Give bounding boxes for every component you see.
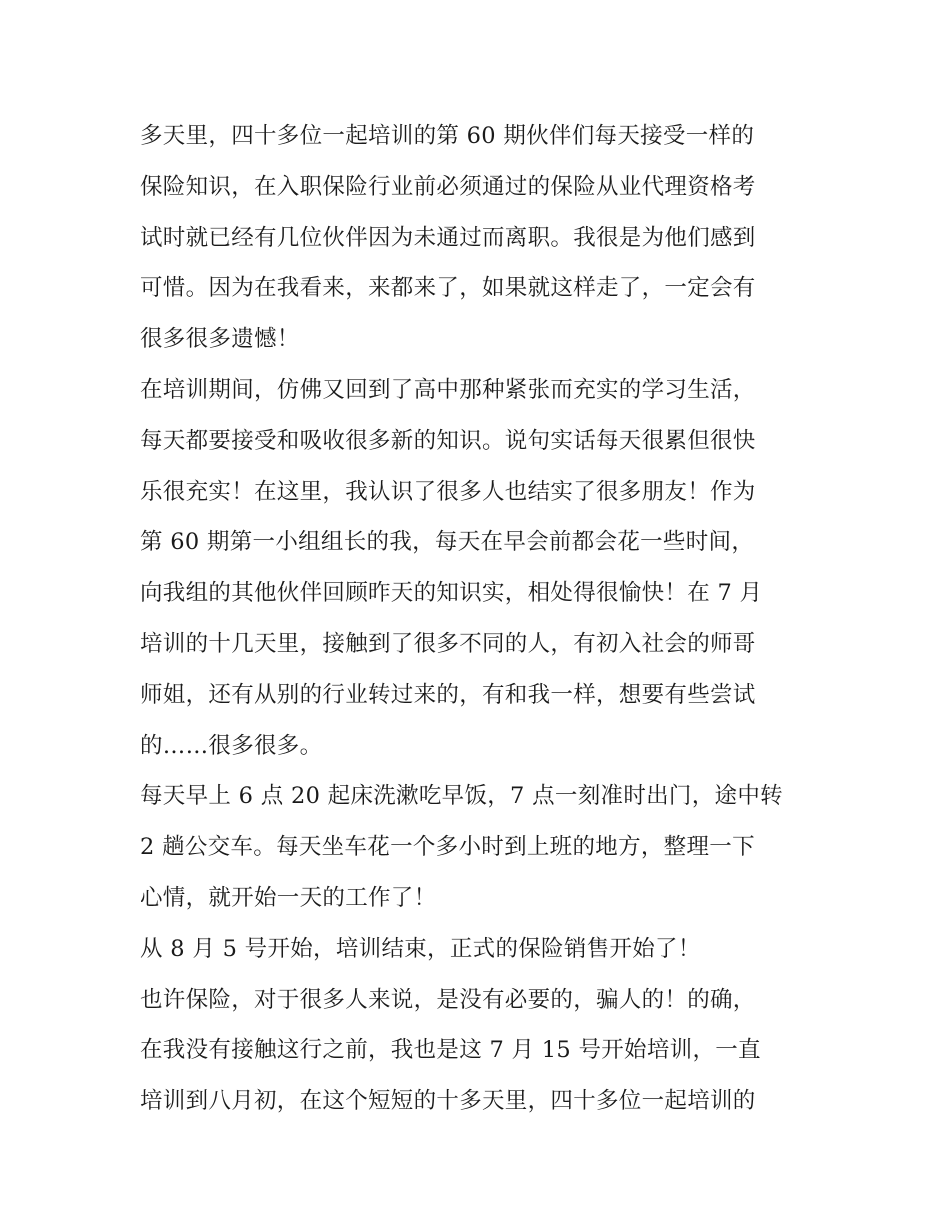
text-line: 乐很充实！在这里，我认识了很多人也结实了很多朋友！作为 bbox=[140, 478, 756, 505]
text-line: 试时就已经有几位伙伴因为未通过而离职。我很是为他们感到 bbox=[140, 224, 756, 251]
text-line: 多天里，四十多位一起培训的第 60 期伙伴们每天接受一样的 bbox=[140, 123, 755, 149]
document-page bbox=[140, 111, 820, 1127]
text-line: 从 8 月 5 号开始，培训结束，正式的保险销售开始了！ bbox=[140, 935, 701, 962]
text-line: 师姐，还有从别的行业转过来的，有和我一样，想要有些尝试 bbox=[140, 681, 756, 708]
text-line: 在培训期间，仿佛又回到了高中那种紧张而充实的学习生活， bbox=[140, 376, 756, 403]
text-line: 也许保险，对于很多人来说，是没有必要的，骗人的！的确， bbox=[140, 986, 756, 1013]
text-line: 心情，就开始一天的工作了！ bbox=[140, 884, 437, 911]
text-line: 每天早上 6 点 20 起床洗漱吃早饭，7 点一刻准时出门，途中转 bbox=[140, 783, 783, 810]
text-line: 保险知识，在入职保险行业前必须通过的保险从业代理资格考 bbox=[140, 173, 756, 200]
text-line: 在我没有接触这行之前，我也是这 7 月 15 号开始培训，一直 bbox=[140, 1037, 761, 1064]
text-line: 2 趟公交车。每天坐车花一个多小时到上班的地方，整理一下 bbox=[140, 834, 755, 861]
text-line: 每天都要接受和吸收很多新的知识。说句实话每天很累但很快 bbox=[140, 427, 756, 454]
text-line: 的……很多很多。 bbox=[140, 732, 323, 759]
text-line: 向我组的其他伙伴回顾昨天的知识实，相处得很愉快！在 7 月 bbox=[140, 580, 763, 607]
text-line: 第 60 期第一小组组长的我，每天在早会前都会花一些时间， bbox=[140, 529, 755, 556]
text-line: 培训的十几天里，接触到了很多不同的人，有初入社会的师哥 bbox=[140, 630, 756, 657]
text-line: 很多很多遗憾！ bbox=[140, 326, 300, 353]
text-line: 可惜。因为在我看来，来都来了，如果就这样走了，一定会有 bbox=[140, 275, 756, 302]
text-line: 培训到八月初，在这个短短的十多天里，四十多位一起培训的 bbox=[140, 1088, 756, 1115]
